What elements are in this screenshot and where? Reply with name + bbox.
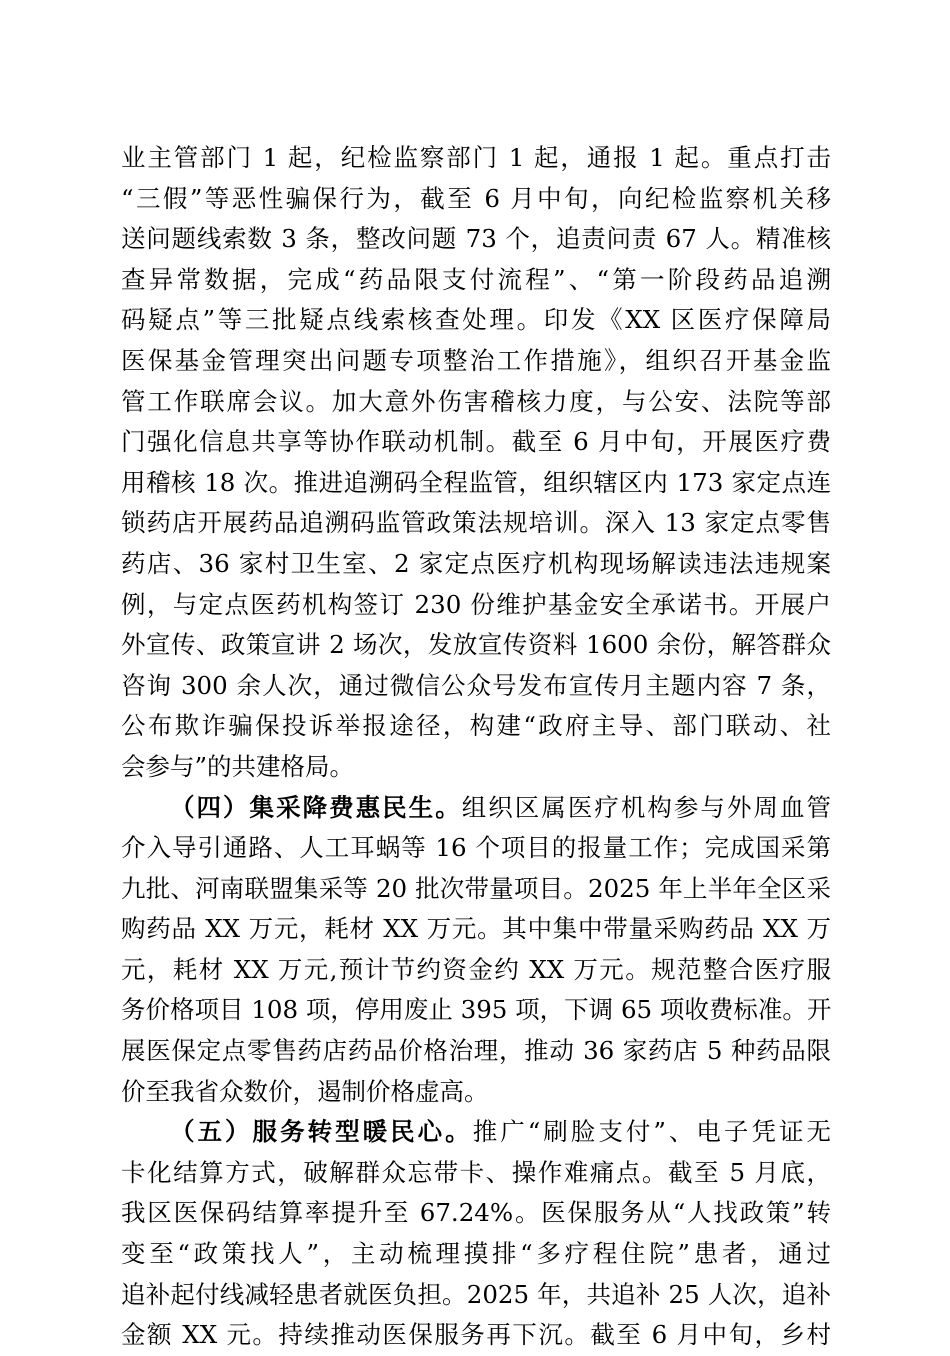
text-line: 外宣传、政策宣讲 2 场次，发放宣传资料 1600 余份，解答群众 xyxy=(121,630,831,660)
text-line xyxy=(121,788,831,829)
text-line: 医保基金管理突出问题专项整治工作措施》，组织召开基金监 xyxy=(121,345,831,375)
text-line: 我区医保码结算率提升至 67.24%。医保服务从“人找政策”转 xyxy=(121,1198,831,1228)
text-line: 购药品 XX 万元，耗材 XX 万元。其中集中带量采购药品 XX 万 xyxy=(121,914,831,944)
text-line: 金额 XX 元。持续推动医保服务再下沉。截至 6 月中旬，乡村 xyxy=(121,1320,831,1350)
section-heading: （四）集采降费惠民生。 xyxy=(170,792,462,822)
text-line: 药店、36 家村卫生室、2 家定点医疗机构现场解读违法违规案 xyxy=(121,548,831,578)
text-line: 送问题线索数 3 条，整改问题 73 个，追责问责 67 人。精准核 xyxy=(121,224,831,254)
text-line: 例，与定点医药机构签订 230 份维护基金安全承诺书。开展户 xyxy=(121,589,831,619)
paragraph-procurement xyxy=(121,788,831,1113)
text-line: 门强化信息共享等协作联动机制。截至 6 月中旬，开展医疗费 xyxy=(121,427,831,457)
text-line: “三假”等恶性骗保行为，截至 6 月中旬，向纪检监察机关移 xyxy=(121,183,831,213)
paragraph-service xyxy=(121,1112,831,1356)
text-line: 管工作联席会议。加大意外伤害稽核力度，与公安、法院等部 xyxy=(121,386,831,416)
text-line: 追补起付线减轻患者就医负担。2025 年，共追补 25 人次，追补 xyxy=(121,1279,831,1309)
text-line: 九批、河南联盟集采等 20 批次带量项目。2025 年上半年全区采 xyxy=(121,873,831,903)
text-line: 业主管部门 1 起，纪检监察部门 1 起，通报 1 起。重点打击 xyxy=(121,143,831,172)
text-line: 变至“政策找人”，主动梳理摸排“多疗程住院”患者，通过 xyxy=(121,1239,831,1269)
text-line: 锁药店开展药品追溯码监管政策法规培训。深入 13 家定点零售 xyxy=(121,508,831,538)
paragraph-fund-supervision xyxy=(121,138,831,788)
text-line: 价至我省众数价，遏制价格虚高。 xyxy=(121,1076,489,1106)
text-run: 组织区属医疗机构参与外周血管 xyxy=(461,792,832,822)
text-run: 推广“刷脸支付”、电子凭证无 xyxy=(472,1117,831,1147)
text-line: 展医保定点零售药店药品价格治理，推动 36 家药店 5 种药品限 xyxy=(121,1036,831,1066)
text-line: 咨询 300 余人次，通过微信公众号发布宣传月主题内容 7 条， xyxy=(121,670,831,700)
text-line: 介入导引通路、人工耳蜗等 16 个项目的报量工作；完成国采第 xyxy=(121,833,831,863)
text-line: 元，耗材 XX 万元,预计节约资金约 XX 万元。规范整合医疗服 xyxy=(121,954,831,984)
text-line: 公布欺诈骗保投诉举报途径，构建“政府主导、部门联动、社 xyxy=(121,711,831,741)
document-page xyxy=(121,138,831,1356)
text-line: 查异常数据，完成“药品限支付流程”、“第一阶段药品追溯 xyxy=(121,264,831,294)
text-line: 用稽核 18 次。推进追溯码全程监管，组织辖区内 173 家定点连 xyxy=(121,467,831,497)
text-line: 务价格项目 108 项，停用废止 395 项，下调 65 项收费标准。开 xyxy=(121,995,832,1025)
text-line xyxy=(121,1112,831,1153)
text-line: 码疑点”等三批疑点线索核查处理。印发《XX 区医疗保障局 xyxy=(121,305,831,335)
text-line: 会参与”的共建格局。 xyxy=(121,751,355,781)
text-line: 卡化结算方式，破解群众忘带卡、操作难痛点。截至 5 月底， xyxy=(121,1157,831,1187)
section-heading: （五）服务转型暖民心。 xyxy=(170,1117,473,1147)
